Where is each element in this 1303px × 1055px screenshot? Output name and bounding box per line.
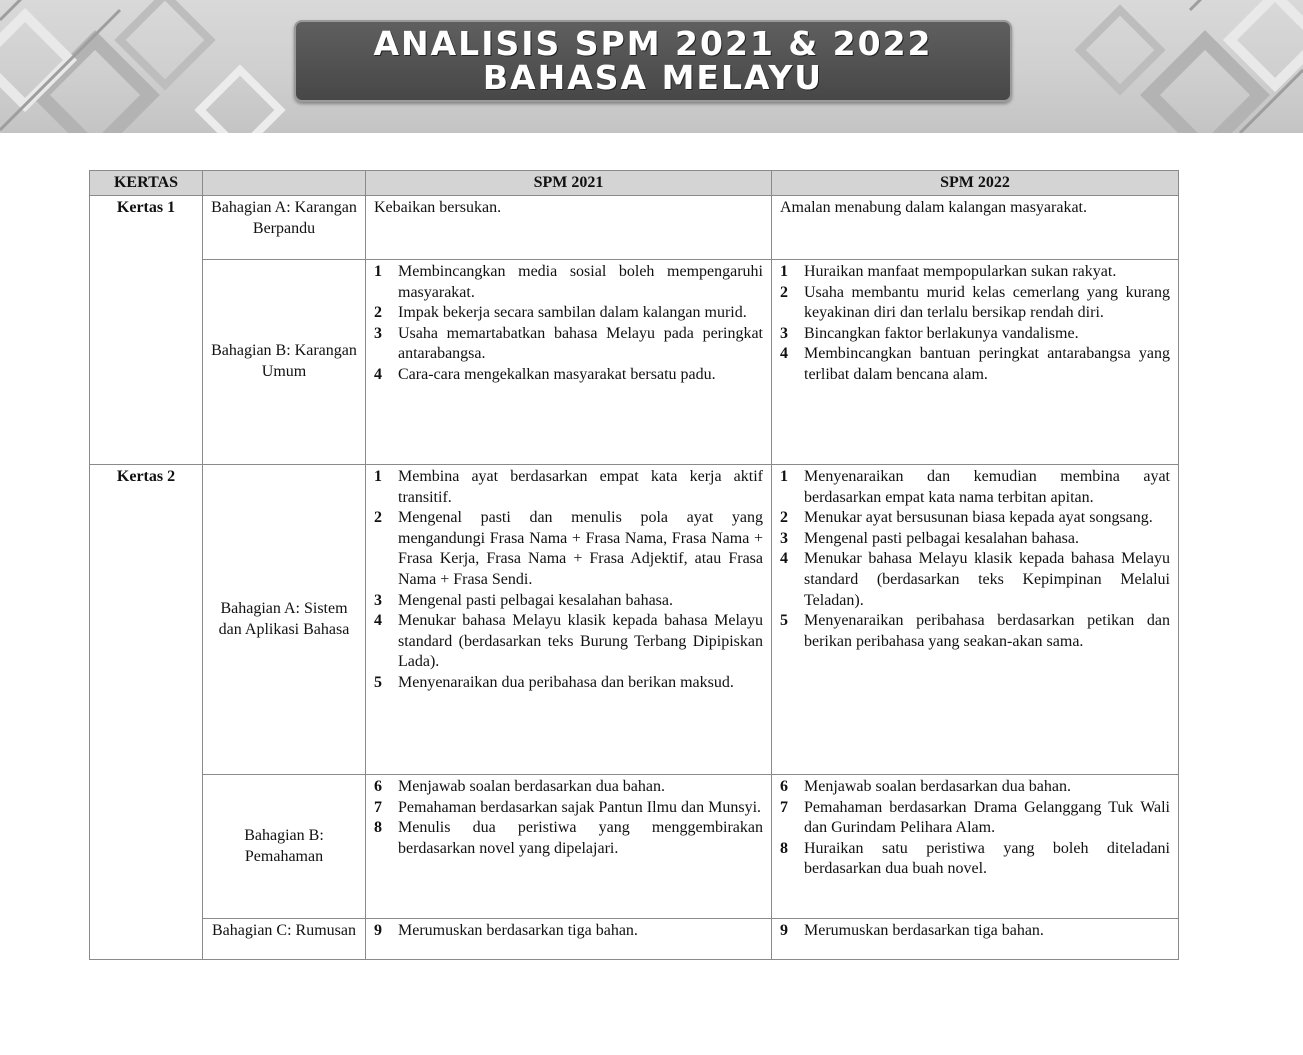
item-number: 3 (780, 324, 788, 342)
list-item (374, 591, 763, 612)
item-text: Usaha memartabatkan bahasa Melayu pada peringkat antarabangsa. (398, 324, 763, 363)
list-item (780, 324, 1170, 345)
list-item (780, 467, 1170, 508)
item-number: 3 (374, 591, 382, 609)
list-item (780, 839, 1170, 880)
header-kertas: KERTAS (90, 171, 203, 196)
list-item (780, 529, 1170, 550)
kertas-2-label: Kertas 2 (90, 465, 203, 960)
item-number: 4 (780, 345, 788, 363)
list-item (374, 818, 763, 859)
item-number: 1 (780, 468, 788, 485)
item-text: Pemahaman berdasarkan Drama Gelanggang Tuk Wali dan Gurindam Pelihara Alam. (804, 798, 1170, 837)
item-number: 2 (780, 509, 788, 527)
kertas-1-label: Kertas 1 (90, 196, 203, 465)
item-text: Menukar ayat bersusunan biasa kepada ayat songsang. (804, 509, 1153, 527)
list-item (780, 344, 1170, 385)
item-number: 5 (374, 673, 382, 691)
list-item (780, 262, 1170, 283)
list-item (780, 283, 1170, 324)
list-item (780, 508, 1170, 529)
list-item (374, 262, 763, 303)
bahagian-label: Bahagian B: Pemahaman (203, 775, 366, 919)
spm2021-cell (366, 260, 772, 465)
item-text: Merumuskan berdasarkan tiga bahan. (804, 922, 1044, 939)
item-text: Pemahaman berdasarkan sajak Pantun Ilmu dan Munsyi. (398, 798, 762, 816)
list-item (374, 324, 763, 365)
list-item (780, 611, 1170, 652)
list-item (374, 673, 763, 694)
item-number: 2 (374, 304, 382, 322)
bahagian-label: Bahagian A: Karangan Berpandu (203, 196, 366, 260)
list-item (780, 777, 1170, 798)
item-number: 3 (374, 324, 382, 342)
item-number: 5 (780, 612, 788, 630)
item-number: 6 (780, 778, 788, 795)
spm2022-cell (772, 919, 1179, 960)
item-number: 9 (374, 922, 382, 939)
header-spm-2022: SPM 2022 (772, 171, 1179, 196)
item-text: Impak bekerja secara sambilan dalam kalangan murid. (398, 304, 747, 322)
title-box (294, 20, 1012, 102)
spm2022-cell (772, 260, 1179, 465)
item-number: 1 (780, 263, 788, 280)
spm2021-cell: Kebaikan bersukan. (366, 196, 772, 260)
item-number: 6 (374, 778, 382, 795)
list-item (374, 921, 763, 942)
item-number: 3 (780, 529, 788, 547)
bahagian-label: Bahagian B: Karangan Umum (203, 260, 366, 465)
item-text: Huraikan satu peristiwa yang boleh diteladani berdasarkan dua buah novel. (804, 839, 1170, 878)
item-text: Merumuskan berdasarkan tiga bahan. (398, 922, 638, 939)
list-item (780, 798, 1170, 839)
item-text: Mengenal pasti pelbagai kesalahan bahasa. (804, 529, 1079, 547)
item-text: Usaha membantu murid kelas cemerlang yang kurang keyakinan diri dan terlalu bersikap rendah diri. (804, 283, 1170, 322)
row-kertas1-bahagian-a (90, 196, 1179, 260)
header-row (90, 171, 1179, 196)
list-item (374, 777, 763, 798)
item-number: 4 (780, 550, 788, 568)
item-text: Menjawab soalan berdasarkan dua bahan. (398, 778, 665, 795)
list-item (374, 365, 763, 386)
list-item (374, 467, 763, 508)
row-kertas1-bahagian-b (90, 260, 1179, 465)
bahagian-label: Bahagian C: Rumusan (203, 919, 366, 960)
item-number: 9 (780, 922, 788, 939)
item-text: Menyenaraikan peribahasa berdasarkan petikan dan berikan peribahasa yang seakan-akan sama. (804, 612, 1170, 650)
spm2022-cell: Amalan menabung dalam kalangan masyarakat. (772, 196, 1179, 260)
spm2021-cell (366, 465, 772, 775)
item-number: 1 (374, 468, 382, 485)
item-text: Menulis dua peristiwa yang menggembirakan berdasarkan novel yang dipelajari. (398, 819, 763, 857)
item-number: 8 (780, 839, 788, 857)
item-number: 7 (374, 798, 382, 816)
title-line-1: ANALISIS SPM 2021 & 2022 (373, 24, 933, 63)
title-line-2: BAHASA MELAYU (482, 58, 824, 97)
list-item (374, 611, 763, 673)
item-text: Mengenal pasti pelbagai kesalahan bahasa. (398, 591, 673, 609)
item-text: Menukar bahasa Melayu klasik kepada bahasa Melayu standard (berdasarkan teks Kepimpinan Melalui Teladan). (804, 550, 1170, 609)
list-item (780, 921, 1170, 942)
header-spm-2021: SPM 2021 (366, 171, 772, 196)
header-bahagian (203, 171, 366, 196)
item-number: 7 (780, 798, 788, 816)
item-text: Bincangkan faktor berlakunya vandalisme. (804, 324, 1079, 342)
spm2022-cell (772, 775, 1179, 919)
list-item (374, 508, 763, 590)
item-text: Membina ayat berdasarkan empat kata kerja aktif transitif. (398, 468, 763, 506)
spm2021-cell (366, 919, 772, 960)
spm2021-cell (366, 775, 772, 919)
header-banner (0, 0, 1303, 133)
list-item (374, 303, 763, 324)
item-text: Huraikan manfaat mempopularkan sukan rakyat. (804, 263, 1117, 280)
item-text: Menyenaraikan dua peribahasa dan berikan maksud. (398, 673, 734, 691)
analysis-table (89, 170, 1179, 960)
item-number: 8 (374, 819, 382, 837)
item-text: Membincangkan bantuan peringkat antarabangsa yang terlibat dalam bencana alam. (804, 345, 1170, 383)
item-text: Menukar bahasa Melayu klasik kepada bahasa Melayu standard (berdasarkan teks Burung Terbang Dipipiskan Lada). (398, 612, 763, 671)
list-item (374, 798, 763, 819)
spm2022-cell (772, 465, 1179, 775)
item-number: 4 (374, 365, 382, 383)
item-text: Menjawab soalan berdasarkan dua bahan. (804, 778, 1071, 795)
bahagian-label: Bahagian A: Sistem dan Aplikasi Bahasa (203, 465, 366, 775)
item-number: 2 (780, 283, 788, 301)
row-kertas2-bahagian-c (90, 919, 1179, 960)
item-number: 2 (374, 509, 382, 527)
item-text: Cara-cara mengekalkan masyarakat bersatu padu. (398, 365, 716, 383)
list-item (780, 549, 1170, 611)
row-kertas2-bahagian-a (90, 465, 1179, 775)
item-text: Mengenal pasti dan menulis pola ayat yang mengandungi Frasa Nama + Frasa Nama, Frasa Nama + Frasa Kerja, Frasa Nama + Frasa Adjektif, atau Frasa Nama + Frasa Sendi. (398, 509, 763, 588)
item-number: 1 (374, 263, 382, 280)
row-kertas2-bahagian-b (90, 775, 1179, 919)
item-number: 4 (374, 612, 382, 630)
item-text: Membincangkan media sosial boleh mempengaruhi masyarakat. (398, 263, 763, 301)
item-text: Menyenaraikan dan kemudian membina ayat berdasarkan empat kata nama terbitan apitan. (804, 468, 1170, 506)
